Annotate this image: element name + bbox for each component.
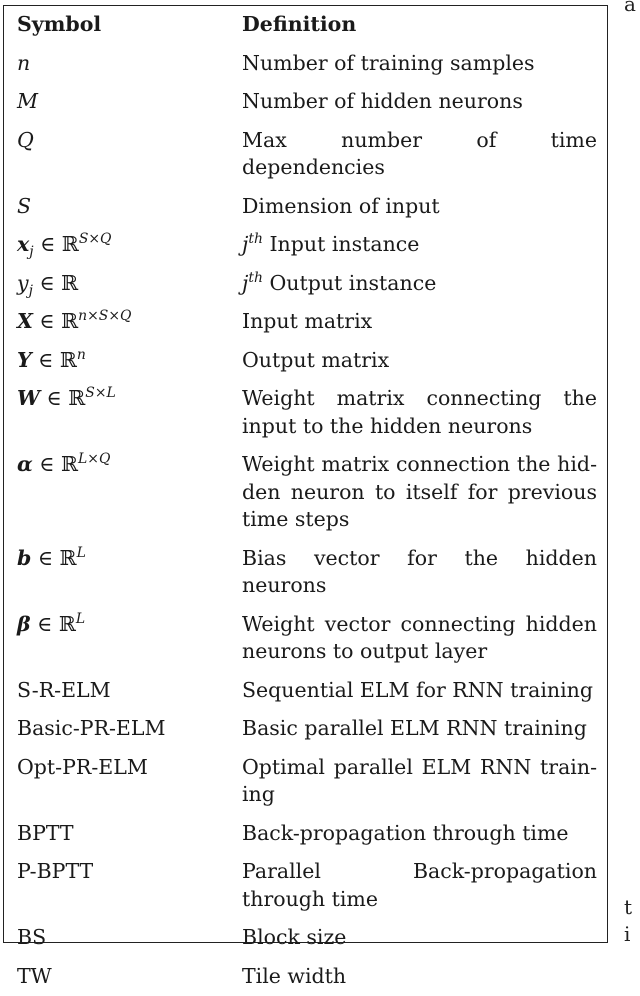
table-row (17, 188, 597, 227)
table-row (17, 83, 597, 122)
definition-cell: Back-propagation through time (242, 815, 597, 854)
symbol-cell: TW (17, 958, 242, 996)
symbol-variable: W (17, 386, 40, 410)
table-row (17, 853, 597, 919)
definition-cell: Bias vector for the hidden neurons (242, 540, 597, 606)
symbol-cell: Opt-PR-ELM (17, 749, 242, 815)
symbol-cell (17, 540, 242, 606)
symbol-cell: P-BPTT (17, 853, 242, 919)
symbol-superscript: L (77, 545, 86, 561)
symbol-relation: ∈ ℝ (31, 546, 76, 570)
definition-cell: Basic parallel ELM RNN training (242, 710, 597, 749)
table-row (17, 380, 597, 446)
definition-cell: Optimal parallel ELM RNN training (242, 749, 597, 815)
table-row (17, 226, 597, 265)
definition-cell: Number of training samples (242, 45, 597, 84)
symbol-cell (17, 45, 242, 84)
header-definition: Definition (242, 6, 597, 45)
table-row (17, 958, 597, 996)
symbol-relation: ∈ ℝ (40, 386, 85, 410)
symbol-variable: β (17, 612, 31, 636)
symbol-cell (17, 380, 242, 446)
definition-superscript: th (248, 231, 263, 247)
table-row (17, 446, 597, 540)
definition-cell: Number of hidden neurons (242, 83, 597, 122)
symbol-relation: ∈ ℝ (32, 348, 77, 372)
definition-cell: Tile width (242, 958, 597, 996)
definition-cell: Sequential ELM for RNN training (242, 672, 597, 711)
symbol-superscript: L×Q (78, 451, 110, 467)
symbol-variable: M (17, 89, 38, 113)
notation-table-frame (3, 5, 608, 943)
symbol-superscript: S×L (85, 385, 115, 401)
margin-fragment: t (624, 895, 632, 919)
symbol-relation: ∈ ℝ (33, 271, 78, 295)
symbol-variable: Y (17, 348, 32, 372)
definition-cell (242, 226, 597, 265)
definition-cell: Parallel Back-propagation through time (242, 853, 597, 919)
symbol-superscript: L (76, 611, 85, 627)
definition-cell: Dimension of input (242, 188, 597, 227)
symbol-cell (17, 226, 242, 265)
definition-cell (242, 265, 597, 304)
symbol-superscript: n×S×Q (78, 308, 131, 324)
table-header-row (17, 6, 597, 45)
symbol-cell (17, 83, 242, 122)
symbol-variable: S (17, 194, 31, 218)
header-symbol: Symbol (17, 6, 242, 45)
definition-cell: Weight matrix connecting the input to the hidden neurons (242, 380, 597, 446)
table-row (17, 342, 597, 381)
symbol-cell: BPTT (17, 815, 242, 854)
notation-table (17, 6, 597, 996)
definition-cell: Weight vector connecting hidden neurons to output layer (242, 606, 597, 672)
symbol-variable: x (17, 232, 29, 256)
symbol-variable: n (17, 51, 30, 75)
symbol-variable: α (17, 452, 33, 476)
symbol-cell (17, 342, 242, 381)
symbol-subscript: j (29, 244, 33, 260)
symbol-cell (17, 188, 242, 227)
margin-fragment: a (624, 0, 636, 16)
symbol-superscript: S×Q (79, 231, 112, 247)
symbol-cell (17, 303, 242, 342)
definition-cell: Input matrix (242, 303, 597, 342)
symbol-variable: b (17, 546, 31, 570)
table-row (17, 540, 597, 606)
symbol-cell (17, 265, 242, 304)
symbol-cell: Basic-PR-ELM (17, 710, 242, 749)
definition-cell: Max number of time dependencies (242, 122, 597, 188)
symbol-variable: Q (17, 128, 34, 152)
table-row (17, 919, 597, 958)
definition-variable: j (242, 232, 248, 256)
table-row (17, 672, 597, 711)
table-row (17, 303, 597, 342)
symbol-cell (17, 446, 242, 540)
definition-cell: Weight matrix connection the hidden neuron to itself for previous time steps (242, 446, 597, 540)
symbol-cell: BS (17, 919, 242, 958)
table-row (17, 265, 597, 304)
symbol-relation: ∈ ℝ (33, 452, 78, 476)
table-row (17, 45, 597, 84)
table-row (17, 122, 597, 188)
definition-text: Output instance (263, 271, 436, 295)
symbol-variable: X (17, 309, 33, 333)
symbol-superscript: n (77, 347, 86, 363)
definition-cell: Output matrix (242, 342, 597, 381)
symbol-relation: ∈ ℝ (31, 612, 76, 636)
definition-text: Input instance (263, 232, 419, 256)
symbol-cell: S-R-ELM (17, 672, 242, 711)
table-row (17, 749, 597, 815)
definition-superscript: th (248, 270, 263, 286)
symbol-cell (17, 122, 242, 188)
table-row (17, 606, 597, 672)
definition-cell: Block size (242, 919, 597, 958)
definition-variable: j (242, 271, 248, 295)
symbol-relation: ∈ ℝ (33, 309, 78, 333)
table-row (17, 815, 597, 854)
symbol-cell (17, 606, 242, 672)
symbol-subscript: j (29, 283, 33, 299)
symbol-variable: y (17, 271, 29, 295)
margin-fragment: i (624, 922, 630, 946)
symbol-relation: ∈ ℝ (34, 232, 79, 256)
table-row (17, 710, 597, 749)
